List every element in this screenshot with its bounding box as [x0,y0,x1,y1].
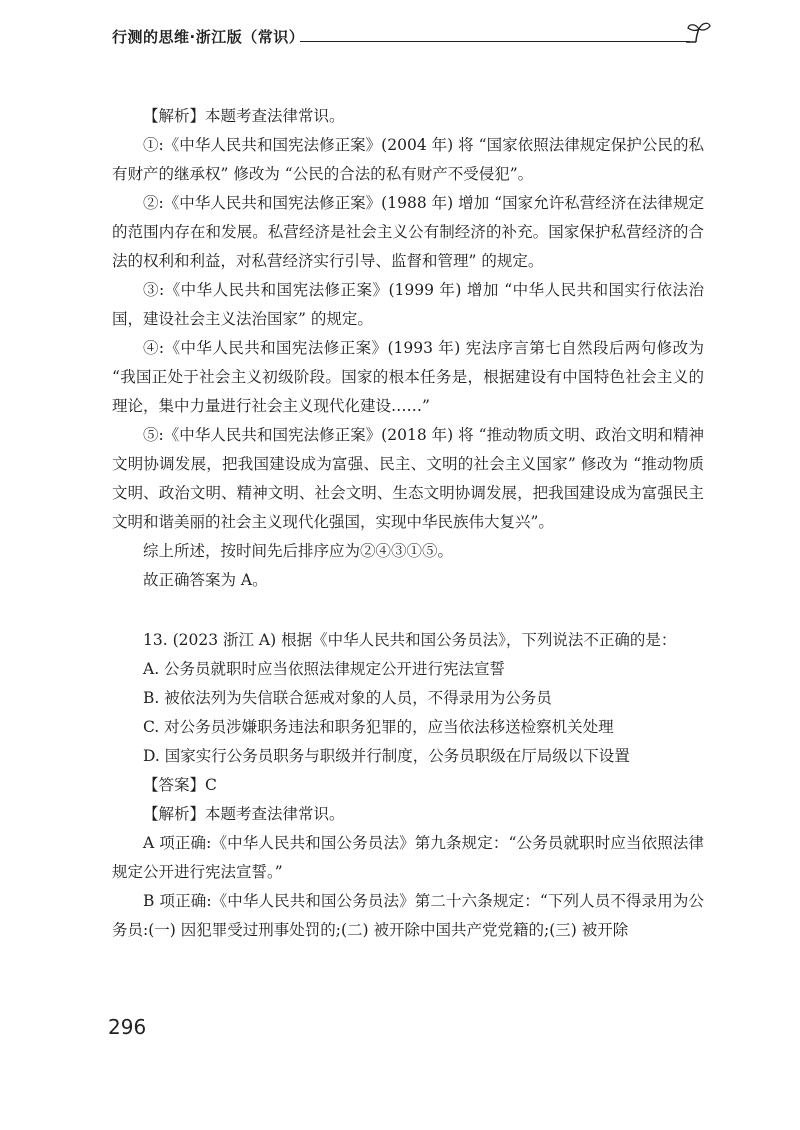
paragraph: 故正确答案为 A。 [143,571,268,589]
answer-line: 【答案】C [143,776,217,794]
paragraph: ①:《中华人民共和国宪法修正案》(2004 年) 将 “国家依照法律规定保护公民的私有财产的继承权” 修改为 “公民的合法的私有财产不受侵犯”。 [112,136,704,183]
answer-option: C. 对公务员涉嫌职务违法和职务犯罪的，应当依法移送检察机关处理 [143,718,614,736]
paragraph: 【解析】本题考查法律常识。 [143,805,345,823]
page-number: 296 [108,1015,147,1039]
header-rule [300,41,690,42]
paragraph: 综上所述，按时间先后排序应为②④③①⑤。 [143,542,454,560]
paragraph: ⑤:《中华人民共和国宪法修正案》(2018 年) 将 “推动物质文明、政治文明和精神文明协调发展，把我国建设成为富强、民主、文明的社会主义国家” 修改为 “推动物质文明、政治文明、精神文明、社会文明、生态文明协调发展，把我国建设成为富强民主文明和谐美丽的社会主义现代化强国，实现中华民族伟大复兴”。 [112,426,704,531]
answer-option: B. 被依法列为失信联合惩戒对象的人员，不得录用为公务员 [143,689,552,707]
sprout-icon [686,20,712,48]
paragraph: 【解析】本题考查法律常识。 [143,107,345,125]
running-header [112,26,712,54]
paragraph: ②:《中华人民共和国宪法修正案》(1988 年) 增加 “国家允许私营经济在法律规定的范围内存在和发展。私营经济是社会主义公有制经济的补充。国家保护私营经济的合法的权利和利益，对私营经济实行引导、监督和管理” 的规定。 [112,194,704,270]
question-stem: 13. (2023 浙江 A) 根据《中华人民共和国公务员法》，下列说法不正确的是： [143,631,677,649]
paragraph: ③:《中华人民共和国宪法修正案》(1999 年) 增加 “中华人民共和国实行依法治国，建设社会主义法治国家” 的规定。 [112,281,704,328]
paragraph: ④:《中华人民共和国宪法修正案》(1993 年) 宪法序言第七自然段后两句修改为 “我国正处于社会主义初级阶段。国家的根本任务是，根据建设有中国特色社会主义的理论，集中力量进行社会主义现代化建设……” [112,339,704,415]
answer-option: A. 公务员就职时应当依照法律规定公开进行宪法宣誓 [143,660,506,678]
paragraph: A 项正确:《中华人民共和国公务员法》第九条规定：“公务员就职时应当依照法律规定公开进行宪法宣誓。” [112,834,704,881]
answer-option: D. 国家实行公务员职务与职级并行制度，公务员职级在厅局级以下设置 [143,747,630,765]
book-title: 行测的思维·浙江版（常识） [112,28,305,46]
paragraph: B 项正确:《中华人民共和国公务员法》第二十六条规定：“下列人员不得录用为公务员:(一) 因犯罪受过刑事处罚的;(二) 被开除中国共产党党籍的;(三) 被开除 [112,892,704,939]
page-body [112,102,704,945]
